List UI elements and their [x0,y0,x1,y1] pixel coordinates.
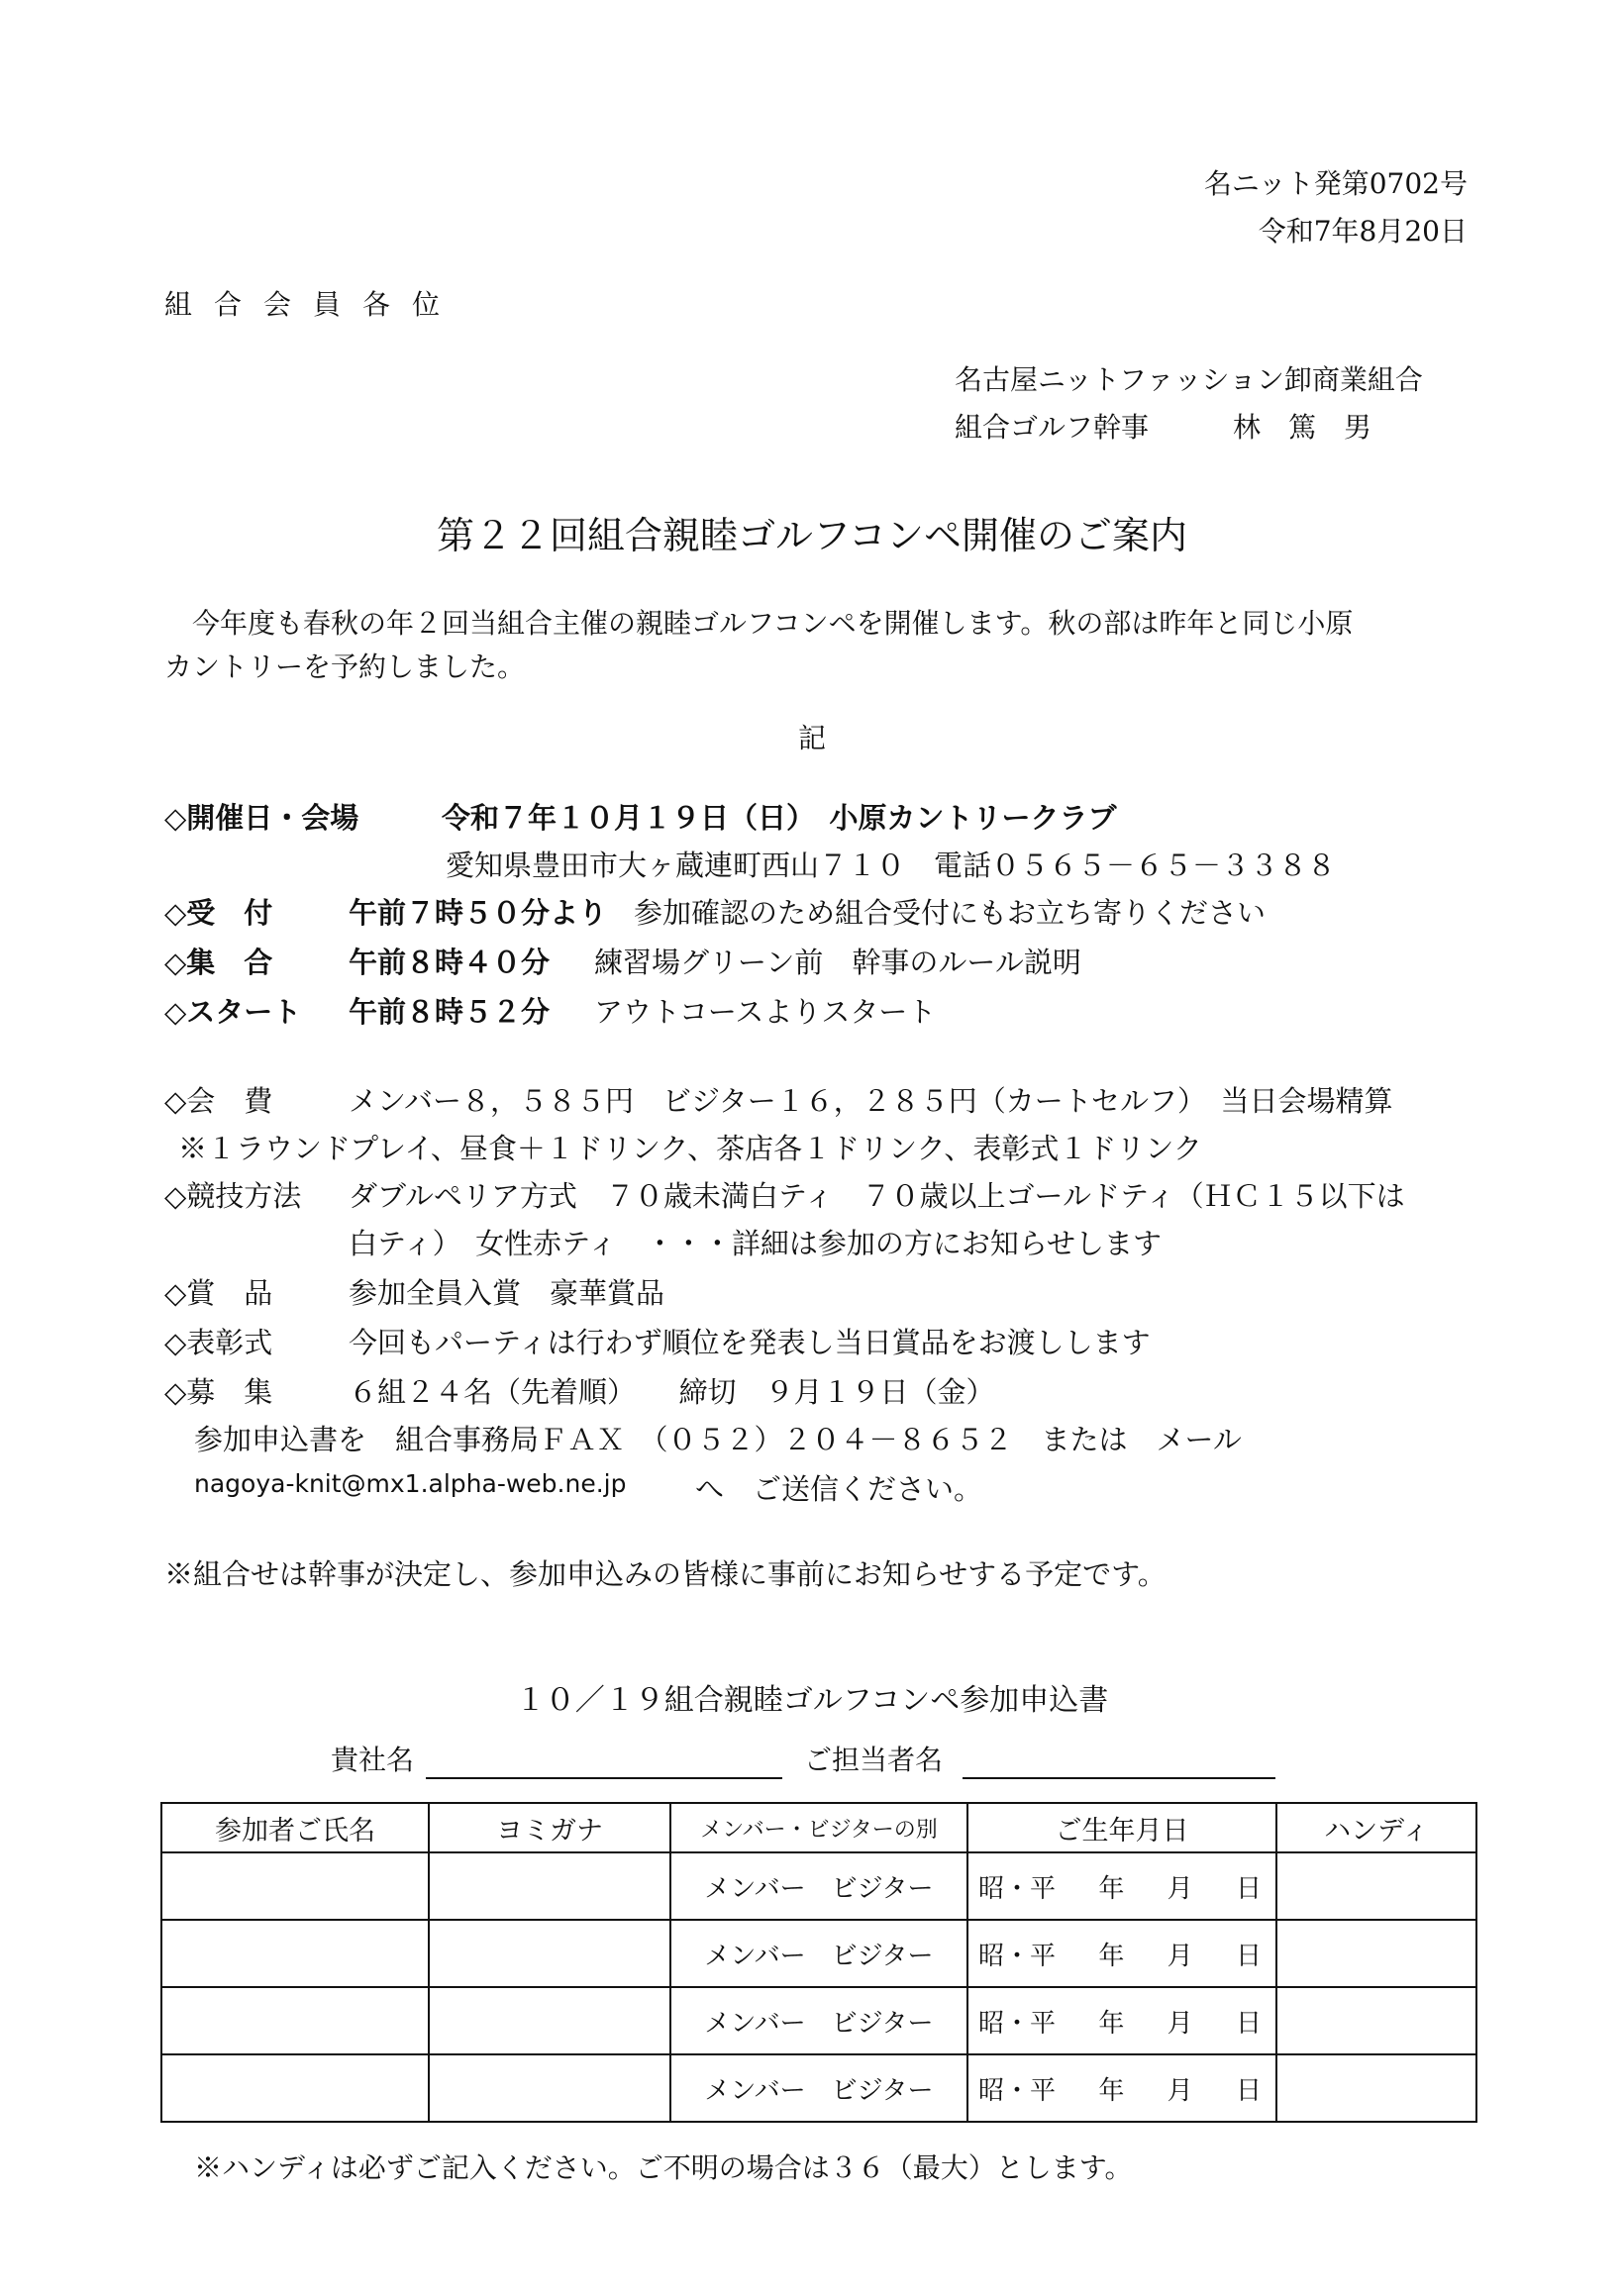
member-type-cell[interactable]: メンバー ビジター [670,1987,967,2054]
contact-label: ご担当者名 [804,1744,944,1776]
assembly-label: ◇集 合 [164,946,273,979]
month-unit: 月 [1167,1941,1193,1971]
member-type-cell[interactable]: メンバー ビジター [670,2054,967,2122]
reading-cell[interactable] [429,1920,670,1987]
assembly-note: 練習場グリーン前 幹事のルール説明 [594,946,1081,979]
fee-note: ※１ラウンドプレイ、昼食＋１ドリンク、茶店各１ドリンク、表彰式１ドリンク [178,1132,1202,1165]
year-unit: 年 [1098,2075,1125,2106]
fee-label: ◇会 費 [164,1084,273,1118]
award-value: 今回もパーティは行わず順位を発表し当日賞品をお渡しします [349,1326,1151,1359]
day-unit: 日 [1235,2075,1262,2106]
month-unit: 月 [1167,2075,1193,2106]
birthdate-cell[interactable] [967,2054,1276,2122]
reception-note: 参加確認のため組合受付にもお立ち寄りください [634,896,1267,930]
email-suffix: へ ご送信ください。 [695,1472,983,1506]
handicap-cell[interactable] [1276,2054,1476,2122]
day-unit: 日 [1235,1941,1262,1971]
table-header-row [161,1803,1476,1852]
table-row [161,1852,1476,1920]
intro-line-2: カントリーを予約しました。 [164,650,526,683]
page-title: 第２２回組合親睦ゴルフコンペ開催のご案内 [436,514,1188,557]
venue-value: 令和７年１０月１９日（日） 小原カントリークラブ [442,801,1117,835]
member-type-cell[interactable]: メンバー ビジター [670,1852,967,1920]
participant-name-cell[interactable] [161,1920,429,1987]
table-row [161,1987,1476,2054]
participant-name-cell[interactable] [161,2054,429,2122]
venue-address: 愛知県豊田市大ヶ蔵連町西山７１０ 電話０５６５－６５－３３８８ [446,849,1337,882]
reading-cell[interactable] [429,1987,670,2054]
prize-label: ◇賞 品 [164,1276,273,1310]
year-unit: 年 [1098,2008,1125,2039]
era-option: 昭・平 [978,1941,1057,1971]
handicap-cell[interactable] [1276,1987,1476,2054]
sender-role: 組合ゴルフ幹事 [955,411,1150,444]
year-unit: 年 [1098,1941,1125,1971]
reception-time: 午前７時５０分より [349,896,608,930]
column-header-name: 参加者ご氏名 [161,1803,429,1852]
email-address[interactable]: nagoya-knit@mx1.alpha-web.ne.jp [194,1469,627,1498]
intro-line-1: 今年度も春秋の年２回当組合主催の親睦ゴルフコンペを開催します。秋の部は昨年と同じ小原 [164,607,1354,640]
document-date: 令和7年8月20日 [1258,215,1468,248]
day-unit: 日 [1235,1873,1262,1904]
column-header-birthdate: ご生年月日 [967,1803,1276,1852]
reading-cell[interactable] [429,1852,670,1920]
reception-label: ◇受 付 [164,896,273,930]
start-label: ◇スタート [164,995,302,1029]
birthdate-cell[interactable] [967,1852,1276,1920]
organization-name: 名古屋ニットファッション卸商業組合 [955,363,1423,396]
participant-name-cell[interactable] [161,1987,429,2054]
start-note: アウトコースよりスタート [594,995,937,1029]
ki-heading: 記 [797,722,826,754]
era-option: 昭・平 [978,2075,1057,2106]
month-unit: 月 [1167,2008,1193,2039]
era-option: 昭・平 [978,2008,1057,2039]
participant-name-cell[interactable] [161,1852,429,1920]
contact-input-line[interactable] [963,1777,1275,1779]
column-header-handicap: ハンディ [1276,1803,1476,1852]
recruit-label: ◇募 集 [164,1375,273,1409]
member-type-cell[interactable]: メンバー ビジター [670,1920,967,1987]
pairing-note: ※組合せは幹事が決定し、参加申込みの皆様に事前にお知らせする予定です。 [164,1557,1167,1591]
handicap-cell[interactable] [1276,1920,1476,1987]
sender-name: 林篤男 [1233,411,1400,444]
recruit-value: ６組２４名（先着順） 締切 ９月１９日（金） [349,1375,995,1409]
column-header-member-type: メンバー・ビジターの別 [670,1803,967,1852]
venue-label: ◇開催日・会場 [164,801,359,835]
start-time: 午前８時５２分 [349,995,551,1029]
handicap-cell[interactable] [1276,1852,1476,1920]
assembly-time: 午前８時４０分 [349,946,551,979]
form-title: １０／１９組合親睦ゴルフコンペ参加申込書 [515,1683,1109,1718]
rules-value-1: ダブルペリア方式 ７０歳未満白ティ ７０歳以上ゴールドティ（ＨＣ１５以下は [349,1179,1405,1213]
prize-value: 参加全員入賞 豪華賞品 [349,1276,665,1310]
recipients: 組合会員各位 [164,288,462,321]
document-number: 名ニット発第0702号 [1203,167,1468,200]
column-header-reading: ヨミガナ [429,1803,670,1852]
reading-cell[interactable] [429,2054,670,2122]
fee-value: メンバー８，５８５円 ビジター１６，２８５円（カートセルフ） 当日会場精算 [349,1084,1393,1118]
company-label: 貴社名 [331,1744,415,1776]
rules-label: ◇競技方法 [164,1179,302,1213]
era-option: 昭・平 [978,1873,1057,1904]
company-input-line[interactable] [426,1777,782,1779]
apply-line: 参加申込書を 組合事務局ＦＡＸ （０５２）２０４－８６５２ または メール [194,1423,1242,1456]
handicap-note: ※ハンディは必ずご記入ください。ご不明の場合は３６（最大）とします。 [194,2151,1133,2184]
award-label: ◇表彰式 [164,1326,273,1359]
rules-value-2: 白ティ） 女性赤ティ ・・・詳細は参加の方にお知らせします [349,1227,1162,1260]
birthdate-cell[interactable] [967,1987,1276,2054]
birthdate-cell[interactable] [967,1920,1276,1987]
table-row [161,2054,1476,2122]
day-unit: 日 [1235,2008,1262,2039]
month-unit: 月 [1167,1873,1193,1904]
entry-table [160,1802,1477,2123]
year-unit: 年 [1098,1873,1125,1904]
table-row [161,1920,1476,1987]
